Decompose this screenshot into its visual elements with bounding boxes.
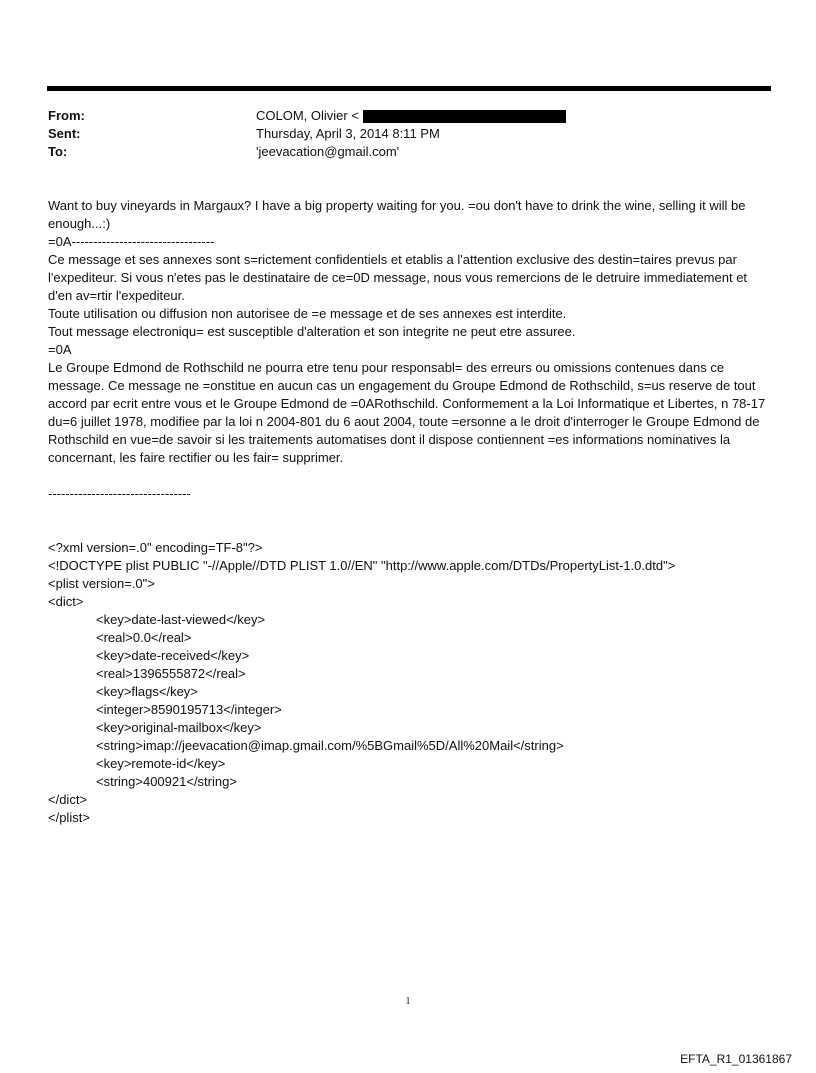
disclaimer-para-3: Tout message electroniqu= est susceptible d'alteration et son integrite ne peut etre assuree.: [48, 324, 576, 339]
sent-row: [48, 125, 768, 143]
plist-entry: <real>0.0</real>: [96, 630, 192, 645]
plist-entry: <real>1396555872</real>: [96, 666, 246, 681]
plist-entry: <key>date-last-viewed</key>: [96, 612, 266, 627]
email-header: [48, 107, 768, 161]
to-label: To:: [48, 144, 68, 159]
plist-doctype: <!DOCTYPE plist PUBLIC "-//Apple//DTD PLIST 1.0//EN" "http://www.apple.com/DTDs/PropertyList-1.0.dtd">: [48, 558, 676, 573]
redaction-bar: [363, 110, 566, 123]
header-rule: [47, 86, 771, 91]
from-text: COLOM, Olivier <: [256, 108, 359, 123]
disclaimer-para-1: Ce message et ses annexes sont s=rictement confidentiels et etablis a l'attention exclusive des destin=taires prevus par l'expediteur. Si vous n'etes pas le destinataire de ce=0D message, nous vous remercions de le detruire immediatement et d'en av=rtir l'expediteur.: [48, 252, 748, 303]
spacer: [48, 503, 770, 521]
body-line-2: =0A---------------------------------: [48, 234, 215, 249]
spacer: [48, 467, 770, 485]
plist-entry: <key>date-received</key>: [96, 648, 250, 663]
plist-open: <plist version=.0">: [48, 576, 155, 591]
disclaimer-para-2: Toute utilisation ou diffusion non autorisee de =e message et de ses annexes est interdite.: [48, 306, 567, 321]
body-line-1: Want to buy vineyards in Margaux? I have a big property waiting for you. =ou don't have to drink the wine, selling it will be enough...:): [48, 198, 746, 231]
spacer: [48, 521, 770, 539]
dict-open: <dict>: [48, 594, 84, 609]
plist-entry: <string>400921</string>: [96, 774, 237, 789]
document-id: EFTA_R1_01361867: [680, 1052, 792, 1066]
plist-entry: <key>flags</key>: [96, 684, 198, 699]
from-label: From:: [48, 108, 85, 123]
body-line-3: =0A: [48, 342, 72, 357]
separator-line: ---------------------------------: [48, 486, 191, 501]
plist-xml-decl: <?xml version=.0" encoding=TF-8"?>: [48, 540, 263, 555]
to-row: [48, 143, 768, 161]
to-value: 'jeevacation@gmail.com': [256, 144, 400, 159]
plist-close: </plist>: [48, 810, 90, 825]
sent-label: Sent:: [48, 126, 81, 141]
email-body: [48, 197, 770, 827]
from-value: [256, 107, 566, 125]
dict-close: </dict>: [48, 792, 88, 807]
from-row: [48, 107, 768, 125]
page-number: 1: [405, 996, 411, 1007]
sent-value: Thursday, April 3, 2014 8:11 PM: [256, 126, 440, 141]
plist-entry: <key>original-mailbox</key>: [96, 720, 262, 735]
plist-entry: <key>remote-id</key>: [96, 756, 226, 771]
plist-entry: <string>imap://jeevacation@imap.gmail.com/%5BGmail%5D/All%20Mail</string>: [96, 738, 564, 753]
plist-entry: <integer>8590195713</integer>: [96, 702, 282, 717]
disclaimer-para-4: Le Groupe Edmond de Rothschild ne pourra etre tenu pour responsabl= des erreurs ou omissions contenues dans ce message. Ce message ne =onstitue en aucun cas un engagement du Groupe Edmond de Rothschild, s=us reserve de tout accord par ecrit entre vous et le Groupe Edmond de =0ARothschild. Conformement a la Loi Informatique et Libertes, n 78-17 du=6 juillet 1978, modifiee par la loi n 2004-801 du 6 aout 2004, toute =ersonne a le droit d'interroger le Groupe Edmond de Rothschild en vue=de savoir si les traitements automatises dont il dispose contiennent =es informations nominatives la concernant, les faire rectifier ou les fair= supprimer.: [48, 360, 766, 465]
